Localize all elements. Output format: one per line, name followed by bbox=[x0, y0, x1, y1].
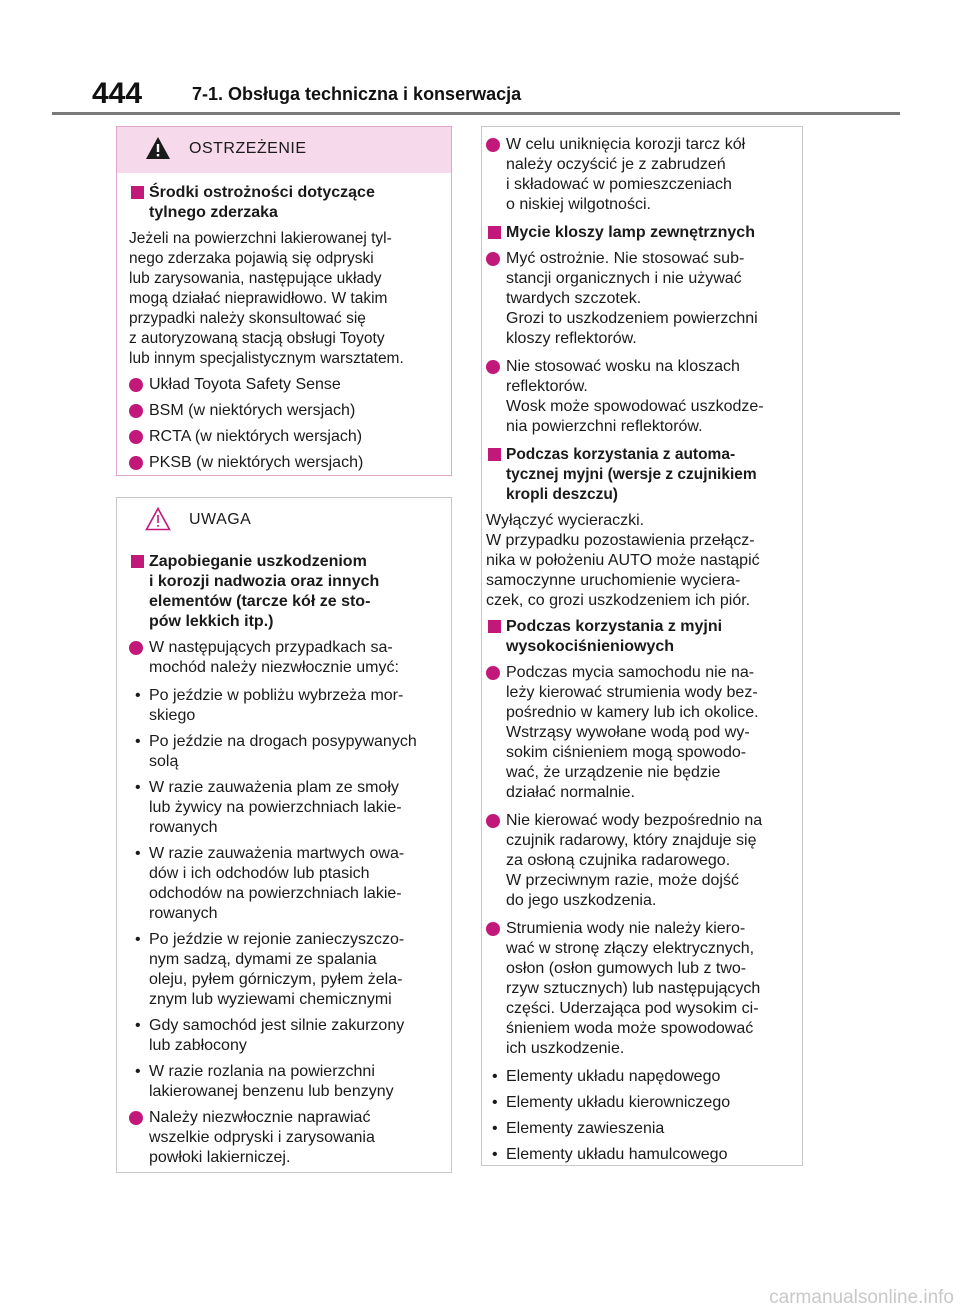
text-line: nia powierzchni reflektorów. bbox=[506, 418, 703, 435]
circle-bullet-icon bbox=[129, 430, 143, 444]
bullet-dot-icon: • bbox=[135, 931, 141, 948]
text-line: Środki ostrożności dotyczące bbox=[149, 184, 375, 201]
text-line: i korozji nadwozia oraz innych bbox=[149, 573, 380, 590]
warning-content bbox=[129, 177, 451, 479]
warning-item-label: Układ Toyota Safety Sense bbox=[149, 376, 341, 393]
right-dot-3 bbox=[486, 357, 802, 437]
bullet-dot-icon: • bbox=[135, 687, 141, 704]
notice-bullets bbox=[129, 686, 451, 1102]
text-line: powłoki lakierniczej. bbox=[149, 1149, 291, 1166]
text-line: dów i ich odchodów lub ptasich bbox=[149, 865, 370, 882]
notice-bullet-item bbox=[129, 1062, 451, 1102]
text-line: W następujących przypadkach sa- bbox=[149, 639, 393, 656]
circle-bullet-icon bbox=[486, 666, 500, 680]
text-line: rzyw sztucznych) lub następujących bbox=[506, 980, 761, 997]
text-line: należy oczyścić je z zabrudzeń bbox=[506, 156, 726, 173]
caution-triangle-icon bbox=[145, 507, 171, 531]
circle-bullet-icon bbox=[486, 814, 500, 828]
right-bullets bbox=[486, 1067, 802, 1165]
right-heading-1 bbox=[486, 223, 802, 243]
text-line: lub zarysowania, następujące układy bbox=[129, 270, 382, 287]
bullet-dot-icon: • bbox=[492, 1120, 498, 1137]
warning-item bbox=[129, 453, 451, 473]
right-heading-3 bbox=[486, 617, 802, 657]
text-line: tycznej myjni (wersje z czujnikiem bbox=[506, 466, 757, 483]
text-line: za osłoną czujnika radarowego. bbox=[506, 852, 731, 869]
text-line: Mycie kloszy lamp zewnętrznych bbox=[506, 224, 755, 241]
text-line: Wyłączyć wycieraczki. bbox=[486, 512, 645, 529]
warning-item bbox=[129, 375, 451, 395]
text-line: Należy niezwłocznie naprawiać bbox=[149, 1109, 371, 1126]
text-line: W przypadku pozostawienia przełącz- bbox=[486, 532, 755, 549]
text-line: lakierowanej benzenu lub benzyny bbox=[149, 1083, 394, 1100]
warning-title: OSTRZEŻENIE bbox=[189, 140, 307, 157]
circle-bullet-icon bbox=[129, 378, 143, 392]
warning-heading bbox=[129, 183, 451, 223]
chapter-title: 7-1. Obsługa techniczna i konserwacja bbox=[192, 84, 522, 104]
text-line: nika w położeniu AUTO może nastąpić bbox=[486, 552, 760, 569]
text-line: ich uszkodzenie. bbox=[506, 1040, 625, 1057]
square-bullet-icon bbox=[488, 448, 501, 461]
right-dot-1 bbox=[486, 135, 802, 215]
text-line: Strumienia wody nie należy kiero- bbox=[506, 920, 746, 937]
text-line: Podczas korzystania z automa- bbox=[506, 446, 736, 463]
notice-bullet-item bbox=[129, 686, 451, 726]
text-line: Po jeździe w rejonie zanieczyszczo- bbox=[149, 931, 405, 948]
right-dot-5 bbox=[486, 811, 802, 911]
warning-box bbox=[116, 126, 452, 476]
notice-content bbox=[129, 546, 451, 1176]
notice-bullet-item bbox=[129, 844, 451, 924]
text-line: Po jeździe w pobliżu wybrzeża mor- bbox=[149, 687, 404, 704]
text-line: Podczas mycia samochodu nie na- bbox=[506, 664, 755, 681]
text-line: lub innym specjalistycznym warsztatem. bbox=[129, 350, 404, 367]
text-line: kloszy reflektorów. bbox=[506, 330, 637, 347]
right-bullet-item bbox=[486, 1067, 802, 1087]
right-bullet-label: Elementy układu hamulcowego bbox=[506, 1146, 728, 1163]
text-line: sokim ciśnieniem mogą spowodo- bbox=[506, 744, 747, 761]
text-line: kropli deszczu) bbox=[506, 486, 618, 503]
right-bullet-label: Elementy zawieszenia bbox=[506, 1120, 665, 1137]
right-paragraph-2 bbox=[486, 511, 802, 611]
warning-item-label: BSM (w niektórych wersjach) bbox=[149, 402, 356, 419]
text-line: Myć ostrożnie. Nie stosować sub- bbox=[506, 250, 745, 267]
notice-box bbox=[116, 497, 452, 1173]
text-line: znym lub wyziewami chemicznymi bbox=[149, 991, 392, 1008]
text-line: pów lekkich itp.) bbox=[149, 613, 274, 630]
warning-item-label: RCTA (w niektórych wersjach) bbox=[149, 428, 363, 445]
text-line: stancji organicznych i nie używać bbox=[506, 270, 742, 287]
text-line: Nie stosować wosku na kloszach bbox=[506, 358, 740, 375]
right-bullet-item bbox=[486, 1145, 802, 1165]
notice-final bbox=[129, 1108, 451, 1168]
right-bullet-label: Elementy układu kierowniczego bbox=[506, 1094, 731, 1111]
square-bullet-icon bbox=[488, 620, 501, 633]
warning-triangle-icon bbox=[145, 136, 171, 160]
bullet-dot-icon: • bbox=[492, 1094, 498, 1111]
text-line: do jego uszkodzenia. bbox=[506, 892, 657, 909]
text-line: Wstrząsy wywołane wodą pod wy- bbox=[506, 724, 750, 741]
text-line: wać w stronę złączy elektrycznych, bbox=[506, 940, 755, 957]
text-line: W razie rozlania na powierzchni bbox=[149, 1063, 375, 1080]
notice-intro bbox=[129, 638, 451, 678]
warning-item bbox=[129, 401, 451, 421]
notice-heading bbox=[129, 552, 451, 632]
text-line: przypadki należy skonsultować się bbox=[129, 310, 366, 327]
circle-bullet-icon bbox=[129, 641, 143, 655]
text-line: Nie kierować wody bezpośrednio na bbox=[506, 812, 763, 829]
right-dot-2 bbox=[486, 249, 802, 349]
text-line: elementów (tarcze kół ze sto- bbox=[149, 593, 371, 610]
bullet-dot-icon: • bbox=[135, 1063, 141, 1080]
notice-header bbox=[117, 498, 451, 544]
text-line: lub zabłocony bbox=[149, 1037, 247, 1054]
text-line: skiego bbox=[149, 707, 196, 724]
text-line: reflektorów. bbox=[506, 378, 588, 395]
text-line: Wosk może spowodować uszkodze- bbox=[506, 398, 764, 415]
bullet-dot-icon: • bbox=[135, 1017, 141, 1034]
right-content bbox=[486, 135, 802, 1171]
warning-item bbox=[129, 427, 451, 447]
circle-bullet-icon bbox=[486, 138, 500, 152]
notice-title: UWAGA bbox=[189, 511, 252, 528]
text-line: z autoryzowaną stacją obsługi Toyoty bbox=[129, 330, 385, 347]
text-line: samoczynne uruchomienie wyciera- bbox=[486, 572, 741, 589]
text-line: osłon (osłon gumowych lub z two- bbox=[506, 960, 747, 977]
text-line: lub żywicy na powierzchniach lakie- bbox=[149, 799, 402, 816]
page-header bbox=[92, 76, 900, 116]
notice-bullet-item bbox=[129, 732, 451, 772]
text-line: nym sadzą, dymami ze spalania bbox=[149, 951, 377, 968]
text-line: odchodów na powierzchniach lakie- bbox=[149, 885, 402, 902]
text-line: W razie zauważenia martwych owa- bbox=[149, 845, 405, 862]
square-bullet-icon bbox=[488, 226, 501, 239]
right-dot-4 bbox=[486, 663, 802, 803]
text-line: leży kierować strumienia wody bez- bbox=[506, 684, 758, 701]
text-line: tylnego zderzaka bbox=[149, 204, 278, 221]
text-line: pośrednio w kamery lub ich okolice. bbox=[506, 704, 759, 721]
text-line: śnieniem woda może spowodować bbox=[506, 1020, 754, 1037]
text-line: Jeżeli na powierzchni lakierowanej tyl- bbox=[129, 230, 392, 247]
right-bullet-item bbox=[486, 1093, 802, 1113]
text-line: działać normalnie. bbox=[506, 784, 635, 801]
header-rule bbox=[52, 112, 900, 115]
text-line: Zapobieganie uszkodzeniom bbox=[149, 553, 367, 570]
warning-body bbox=[129, 229, 451, 369]
footer-watermark: carmanualsonline.info bbox=[769, 1287, 954, 1308]
circle-bullet-icon bbox=[486, 922, 500, 936]
right-dot-6 bbox=[486, 919, 802, 1059]
bullet-dot-icon: • bbox=[492, 1068, 498, 1085]
text-line: wszelkie odpryski i zarysowania bbox=[149, 1129, 375, 1146]
text-line: mochód należy niezwłocznie umyć: bbox=[149, 659, 399, 676]
right-bullet-item bbox=[486, 1119, 802, 1139]
square-bullet-icon bbox=[131, 555, 144, 568]
text-line: Gdy samochód jest silnie zakurzony bbox=[149, 1017, 405, 1034]
notice-bullet-item bbox=[129, 930, 451, 1010]
page-number: 444 bbox=[92, 77, 143, 110]
bullet-dot-icon: • bbox=[135, 779, 141, 796]
text-line: wysokociśnieniowych bbox=[506, 638, 675, 655]
right-column-box bbox=[481, 126, 803, 1166]
circle-bullet-icon bbox=[486, 360, 500, 374]
text-line: Podczas korzystania z myjni bbox=[506, 618, 723, 635]
text-line: W celu uniknięcia korozji tarcz kół bbox=[506, 136, 746, 153]
circle-bullet-icon bbox=[129, 456, 143, 470]
notice-bullet-item bbox=[129, 1016, 451, 1056]
text-line: Grozi to uszkodzeniem powierzchni bbox=[506, 310, 758, 327]
text-line: części. Uderzająca pod wysokim ci- bbox=[506, 1000, 759, 1017]
bullet-dot-icon: • bbox=[492, 1146, 498, 1163]
text-line: o niskiej wilgotności. bbox=[506, 196, 651, 213]
circle-bullet-icon bbox=[486, 252, 500, 266]
text-line: czek, co grozi uszkodzeniem ich piór. bbox=[486, 592, 751, 609]
right-bullet-label: Elementy układu napędowego bbox=[506, 1068, 721, 1085]
text-line: W przeciwnym razie, może dojść bbox=[506, 872, 739, 889]
square-bullet-icon bbox=[131, 186, 144, 199]
text-line: czujnik radarowy, który znajduje się bbox=[506, 832, 757, 849]
text-line: i składować w pomieszczeniach bbox=[506, 176, 732, 193]
warning-header bbox=[117, 127, 451, 173]
bullet-dot-icon: • bbox=[135, 733, 141, 750]
text-line: mogą działać nieprawidłowo. W takim bbox=[129, 290, 388, 307]
text-line: oleju, pyłem górniczym, pyłem żela- bbox=[149, 971, 403, 988]
text-line: Po jeździe na drogach posypywanych bbox=[149, 733, 417, 750]
text-line: wać, że urządzenie nie będzie bbox=[506, 764, 721, 781]
text-line: W razie zauważenia plam ze smoły bbox=[149, 779, 399, 796]
warning-items bbox=[129, 375, 451, 473]
text-line: rowanych bbox=[149, 905, 218, 922]
right-heading-2 bbox=[486, 445, 802, 505]
text-line: solą bbox=[149, 753, 179, 770]
bullet-dot-icon: • bbox=[135, 845, 141, 862]
circle-bullet-icon bbox=[129, 1111, 143, 1125]
circle-bullet-icon bbox=[129, 404, 143, 418]
warning-item-label: PKSB (w niektórych wersjach) bbox=[149, 454, 364, 471]
text-line: twardych szczotek. bbox=[506, 290, 642, 307]
text-line: rowanych bbox=[149, 819, 218, 836]
text-line: nego zderzaka pojawią się odpryski bbox=[129, 250, 374, 267]
notice-bullet-item bbox=[129, 778, 451, 838]
